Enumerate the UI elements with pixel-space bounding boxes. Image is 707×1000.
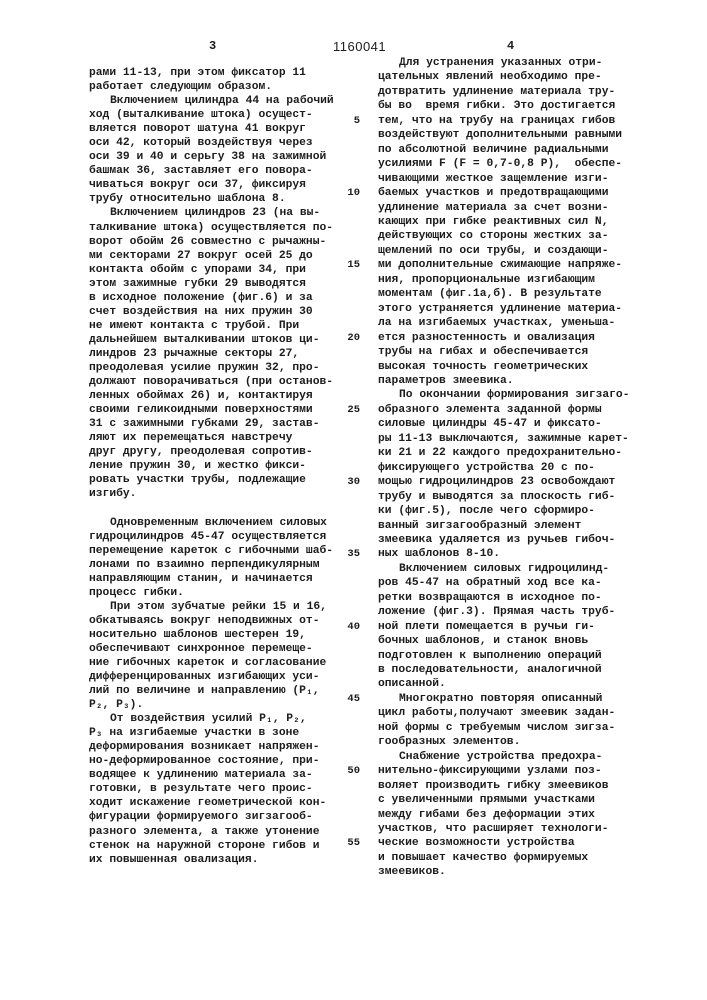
text-line: дифференцированных изгибающих уси- (89, 670, 334, 684)
blank-line (89, 501, 334, 515)
text-line: змеевиков. (378, 865, 630, 879)
paragraph (89, 206, 334, 515)
text-line: ла на изгибаемых участках, уменьша- (378, 316, 630, 330)
text-line: Включением цилиндров 23 (на вы- (89, 206, 334, 220)
text-line: изгибу. (89, 487, 334, 501)
paragraph (89, 94, 334, 206)
text-line: разного элемента, а также утонение (89, 825, 334, 839)
text-line: но-деформированное состояние, при- (89, 754, 334, 768)
text-line: ляют их перемещаться навстречу (89, 431, 334, 445)
text-line: ление пружин 30, и жестко фикси- (89, 459, 334, 473)
line-number: 20 (347, 331, 360, 345)
text-line: бы во время гибки. Это достигается (378, 99, 630, 113)
text-line: Для устранения указанных отри- (378, 56, 630, 70)
text-line: ры 11-13 выключаются, зажимные карет- (378, 432, 630, 446)
text-line: башмак 36, заставляет его повора- (89, 164, 334, 178)
text-line: мощью гидроцилиндров 23 освобождают (378, 475, 630, 489)
text-line: 31 с зажимными губками 29, застав- (89, 417, 334, 431)
paragraph (378, 750, 630, 880)
paragraph (378, 692, 630, 750)
text-line: Снабжение устройства предохра- (378, 750, 630, 764)
text-line: в последовательности, аналогичной (378, 663, 630, 677)
paragraph (378, 562, 630, 692)
text-line: ванный зигзагообразный элемент (378, 519, 630, 533)
text-line: готовки, в результате чего проис- (89, 782, 334, 796)
line-number: 55 (347, 836, 360, 850)
text-line: рами 11-13, при этом фиксатор 11 (89, 66, 334, 80)
text-line: по абсолютной величине радиальными (378, 143, 630, 157)
text-line: должают поворачиваться (при останов- (89, 375, 334, 389)
text-line: процесс гибки. (89, 586, 334, 600)
line-number: 5 (354, 114, 360, 128)
paragraph (89, 712, 334, 867)
text-line: стенок на наружной стороне гибов и (89, 839, 334, 853)
text-line: удлинение материала за счет возни- (378, 201, 630, 215)
line-number: 30 (347, 475, 360, 489)
text-line: ход (выталкивание штока) осущест- (89, 108, 334, 122)
line-number: 35 (347, 547, 360, 561)
text-line: ется разностенность и овализация (378, 331, 630, 345)
text-line: этого устраняется удлинение материа- (378, 302, 630, 316)
text-line: бочных шаблонов, и станок вновь (378, 634, 630, 648)
text-line: ческие возможности устройства (378, 836, 630, 850)
text-line: обкатываясь вокруг неподвижных от- (89, 614, 334, 628)
text-line: трубу относительно шаблона 8. (89, 192, 334, 206)
text-line: действующих со стороны жестких за- (378, 229, 630, 243)
line-number: 45 (347, 692, 360, 706)
text-line: кающих при гибке реактивных сил N, (378, 215, 630, 229)
text-line: участков, что расширяет технологи- (378, 822, 630, 836)
text-line: трубу и выводятся за плоскость гиб- (378, 490, 630, 504)
text-line: лий по величине и направлению (P₁, (89, 684, 334, 698)
text-line: тем, что на трубу на границах гибов (378, 114, 630, 128)
text-line: ретки возвращаются в исходное по- (378, 591, 630, 605)
line-number: 40 (347, 620, 360, 634)
text-line: дотвратить удлинение материала тру- (378, 85, 630, 99)
text-line: По окончании формирования зигзаго- (378, 388, 630, 402)
text-line: перемещение кареток с гибочными шаб- (89, 544, 334, 558)
text-line: чивающими жесткое защемление изги- (378, 172, 630, 186)
text-line: От воздействия усилий P₁, P₂, (89, 712, 334, 726)
text-line: носительно шаблонов шестерен 19, (89, 628, 334, 642)
text-line: работает следующим образом. (89, 80, 334, 94)
text-line: оси 39 и 40 и серьгу 38 на зажимной (89, 150, 334, 164)
paragraph (89, 66, 334, 94)
text-line: в исходное положение (фиг.6) и за (89, 291, 334, 305)
text-line: нительно-фиксирующими узлами поз- (378, 764, 630, 778)
text-line: воздействуют дополнительными равными (378, 128, 630, 142)
text-line: фиксирующего устройства 20 с по- (378, 461, 630, 475)
text-line: гидроцилиндров 45-47 осуществляется (89, 530, 334, 544)
text-line: P₂, P₃). (89, 698, 334, 712)
text-line: ки 21 и 22 каждого предохранительно- (378, 446, 630, 460)
text-line: усилиями F (F = 0,7-0,8 P), обеспе- (378, 157, 630, 171)
text-line: своими геликоидными поверхностями (89, 403, 334, 417)
text-line: P₃ на изгибаемые участки в зоне (89, 726, 334, 740)
text-line: ходит искажение геометрической кон- (89, 796, 334, 810)
text-line: вляется поворот шатуна 41 вокруг (89, 122, 334, 136)
text-line: деформирования возникает напряжен- (89, 740, 334, 754)
text-line: воляет производить гибку змеевиков (378, 779, 630, 793)
text-line: друг другу, преодолевая сопротив- (89, 445, 334, 459)
text-line: ние гибочных кареток и согласование (89, 656, 334, 670)
line-number: 25 (347, 403, 360, 417)
text-line: водящее к удлинению материала за- (89, 768, 334, 782)
text-line: трубы на гибах и обеспечивается (378, 345, 630, 359)
text-line: При этом зубчатые рейки 15 и 16, (89, 600, 334, 614)
text-line: дальнейшем выталкивании штоков ци- (89, 333, 334, 347)
text-line: гообразных элементов. (378, 735, 630, 749)
right-text-column (378, 56, 630, 880)
text-line: ми дополнительные сжимающие напряже- (378, 258, 630, 272)
text-line: ной плети помещается в ручьи ги- (378, 620, 630, 634)
text-line: счет воздействия на них пружин 30 (89, 305, 334, 319)
text-line: ровать участки трубы, подлежащие (89, 473, 334, 487)
text-line: между гибами без деформации этих (378, 808, 630, 822)
text-line: образного элемента заданной формы (378, 403, 630, 417)
text-line: цательных явлений необходимо пре- (378, 70, 630, 84)
text-line: ки (фиг.5), после чего сформиро- (378, 504, 630, 518)
page-number-right: 4 (507, 39, 514, 53)
text-line: ния, пропорциональные изгибающим (378, 273, 630, 287)
text-line: ленных обоймах 26) и, контактируя (89, 389, 334, 403)
text-line: фигурации формируемого зигзагооб- (89, 810, 334, 824)
text-line: не имеют контакта с трубой. При (89, 319, 334, 333)
text-line: и повышает качество формируемых (378, 851, 630, 865)
text-line: Включением цилиндра 44 на рабочий (89, 94, 334, 108)
paragraph (89, 600, 334, 712)
line-number: 10 (347, 186, 360, 200)
text-line: Включением силовых гидроцилинд- (378, 562, 630, 576)
text-line: Одновременным включением силовых (89, 516, 334, 530)
text-line: преодолевая усилие пружин 32, про- (89, 361, 334, 375)
text-line: цикл работы,получают змеевик задан- (378, 706, 630, 720)
text-line: подготовлен к выполнению операций (378, 649, 630, 663)
text-line: оси 42, который воздействуя через (89, 136, 334, 150)
text-line: направляющим станин, и начинается (89, 572, 334, 586)
text-line: змеевика удаляется из ручьев гибоч- (378, 533, 630, 547)
text-line: описанной. (378, 677, 630, 691)
line-number: 50 (347, 764, 360, 778)
text-line: с увеличенными прямыми участками (378, 793, 630, 807)
text-line: ворот обойм 26 совместно с рычажны- (89, 235, 334, 249)
text-line: ных шаблонов 8-10. (378, 547, 630, 561)
text-line: моментам (фиг.1а,б). В результате (378, 287, 630, 301)
text-line: линдров 23 рычажные секторы 27, (89, 347, 334, 361)
text-line: щемлений по оси трубы, и создающи- (378, 244, 630, 258)
text-line: этом зажимные губки 29 выводятся (89, 277, 334, 291)
text-line: ложение (фиг.3). Прямая часть труб- (378, 605, 630, 619)
text-line: высокая точность геометрических (378, 360, 630, 374)
paragraph (378, 388, 630, 561)
text-line: ной формы с требуемым числом зигза- (378, 721, 630, 735)
left-text-column (89, 66, 334, 867)
paragraph (89, 516, 334, 600)
text-line: параметров змеевика. (378, 374, 630, 388)
text-line: ров 45-47 на обратный ход все ка- (378, 576, 630, 590)
text-line: обеспечивают синхронное перемеще- (89, 642, 334, 656)
text-line: талкивание штока) осуществляется по- (89, 221, 334, 235)
text-line: чиваться вокруг оси 37, фиксируя (89, 178, 334, 192)
line-number: 15 (347, 258, 360, 272)
text-line: силовые цилиндры 45-47 и фиксато- (378, 417, 630, 431)
page-number-left: 3 (209, 39, 216, 53)
text-line: ми секторами 27 вокруг осей 25 до (89, 249, 334, 263)
text-line: лонами по взаимно перпендикулярным (89, 558, 334, 572)
text-line: их повышенная овализация. (89, 853, 334, 867)
text-line: контакта обойм с упорами 34, при (89, 263, 334, 277)
paragraph (378, 56, 630, 388)
text-line: Многократно повторяя описанный (378, 692, 630, 706)
text-line: баемых участков и предотвращающими (378, 186, 630, 200)
patent-number: 1160041 (333, 39, 386, 54)
